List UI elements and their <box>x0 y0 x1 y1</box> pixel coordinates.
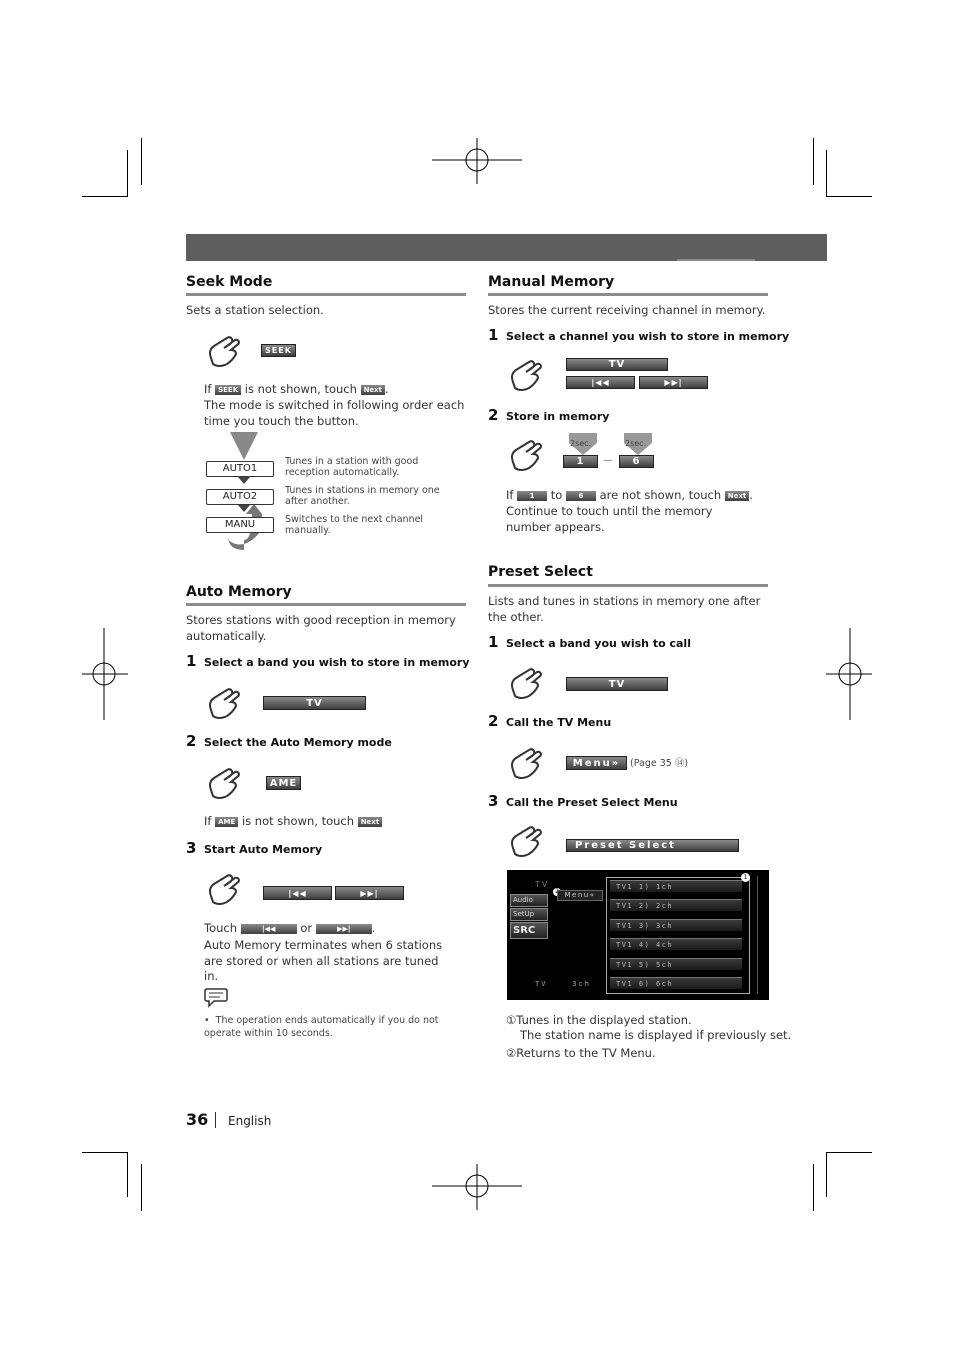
header-bar <box>186 234 827 261</box>
step-label: Select a band you wish to call <box>506 637 691 650</box>
hand-touch-icon <box>507 818 545 860</box>
screen-status: TV 3ch <box>535 980 591 988</box>
mode-auto2-desc: Tunes in stations in memory one after another. <box>285 485 440 507</box>
seek-prev-button[interactable]: |◀◀ <box>263 886 332 900</box>
page-number: 36 <box>186 1110 209 1129</box>
prev-inline-button[interactable]: |◀◀ <box>241 924 297 934</box>
tv-button[interactable]: TV <box>566 358 668 371</box>
section-rule <box>488 293 768 296</box>
note-icon <box>204 986 228 1008</box>
step-label: Select a band you wish to store in memory <box>204 656 470 669</box>
header-tab <box>677 259 755 261</box>
mode-auto2: AUTO2 <box>206 489 274 505</box>
screen-note-1: ①Tunes in the displayed station. <box>506 1013 692 1027</box>
screen-note-2: ②Returns to the TV Menu. <box>506 1046 656 1060</box>
hand-touch-icon <box>507 432 545 474</box>
hand-touch-icon <box>205 866 243 908</box>
preset-6-button[interactable]: 6 <box>619 455 654 468</box>
not-shown-text: are not shown, touch <box>599 488 722 502</box>
if-text: If <box>204 382 212 396</box>
hand-touch-icon <box>507 740 545 782</box>
mode-manu: MANU <box>206 517 274 533</box>
callout-1: 1 <box>741 873 750 882</box>
step-number: 1 <box>488 633 499 651</box>
seek-next-button[interactable]: ▶▶| <box>639 376 708 389</box>
seek-mode-desc: Sets a station selection. <box>186 303 324 317</box>
not-shown-text: is not shown, touch <box>244 382 357 396</box>
step-number: 1 <box>186 652 197 670</box>
tv-button[interactable]: TV <box>566 677 668 691</box>
not-shown-text: is not shown, touch <box>241 814 355 828</box>
screen-audio-button[interactable]: Audio <box>510 894 548 907</box>
hold-2sec-label: 2sec. <box>570 439 592 448</box>
next-seek-inline-button[interactable]: ▶▶| <box>316 924 372 934</box>
screen-preset-item[interactable]: TV1 6) 6ch <box>610 977 742 989</box>
hand-touch-icon <box>205 328 243 370</box>
seek-next-button[interactable]: ▶▶| <box>335 886 404 900</box>
preset-6-inline-button[interactable]: 6 <box>566 491 596 501</box>
seek-inline-button[interactable]: SEEK <box>215 385 241 395</box>
screen-note-1b: The station name is displayed if previously set. <box>520 1028 792 1042</box>
screen-band-label: TV <box>535 880 550 889</box>
step-number: 2 <box>488 712 499 730</box>
note-text: The operation ends automatically if you do not operate within 10 seconds. <box>204 1015 439 1039</box>
registration-mark-right <box>826 628 872 720</box>
screen-scrollbar[interactable] <box>757 876 758 994</box>
screen-src-button[interactable]: SRC <box>510 922 548 939</box>
registration-mark-bottom <box>432 1164 522 1210</box>
section-rule <box>186 293 466 296</box>
step-label: Call the Preset Select Menu <box>506 796 678 809</box>
step-label: Store in memory <box>506 410 610 423</box>
seek-switch-text: The mode is switched in following order each time you touch the button. <box>204 398 465 428</box>
hand-touch-icon <box>205 760 243 802</box>
section-rule <box>186 603 466 606</box>
step-number: 1 <box>488 326 499 344</box>
step-number: 3 <box>488 792 499 810</box>
screen-setup-button[interactable]: SetUp <box>510 908 548 921</box>
tv-button[interactable]: TV <box>263 696 366 710</box>
mode-manu-desc: Switches to the next channel manually. <box>285 514 424 536</box>
ame-if-line <box>204 814 382 830</box>
ame-inline-button[interactable]: AME <box>215 817 238 827</box>
footer-divider <box>215 1112 216 1128</box>
preset-select-desc: Lists and tunes in stations in memory one after the other. <box>488 594 761 624</box>
screen-menu-button[interactable]: Menu« <box>557 890 603 901</box>
manual-memory-title: Manual Memory <box>488 274 615 290</box>
next-inline-button[interactable]: Next <box>725 491 749 501</box>
next-inline-button[interactable]: Next <box>358 817 382 827</box>
manual-memory-desc: Stores the current receiving channel in memory. <box>488 303 766 317</box>
registration-mark-top <box>432 138 522 184</box>
screen-preset-item[interactable]: TV1 3) 3ch <box>610 919 742 931</box>
auto-memory-end-text: Auto Memory terminates when 6 stations are stored or when all stations are tuned in. <box>204 938 443 983</box>
menu-button[interactable]: Menu» <box>566 756 627 770</box>
screen-preset-item[interactable]: TV1 5) 5ch <box>610 958 742 970</box>
auto-memory-title: Auto Memory <box>186 584 292 600</box>
screen-preset-item[interactable]: TV1 1) 1ch <box>610 880 742 892</box>
step-number: 2 <box>186 732 197 750</box>
preset-select-button[interactable]: Preset Select <box>566 839 739 852</box>
next-inline-button[interactable]: Next <box>361 385 385 395</box>
hand-touch-icon <box>507 352 545 394</box>
section-rule <box>488 584 768 587</box>
if-text: If <box>506 488 514 502</box>
hand-touch-icon <box>507 660 545 702</box>
step-label: Call the TV Menu <box>506 716 612 729</box>
screen-preset-item[interactable]: TV1 2) 2ch <box>610 899 742 911</box>
range-dash: — <box>603 455 613 466</box>
footer-language: English <box>228 1114 272 1128</box>
step-label: Start Auto Memory <box>204 843 323 856</box>
note-item: • The operation ends automatically if you do not operate within 10 seconds. <box>204 1015 439 1039</box>
manual-if-line: If 1 to 6 are not shown, touch Next . <box>506 488 753 502</box>
preset-select-screen <box>507 870 769 1000</box>
step-label: Select the Auto Memory mode <box>204 736 392 749</box>
seek-prev-button[interactable]: |◀◀ <box>566 376 635 389</box>
page-reference: (Page 35 ⑭) <box>630 758 689 769</box>
step-number: 3 <box>186 839 197 857</box>
ame-button[interactable]: AME <box>266 776 301 790</box>
step-label: Select a channel you wish to store in memory <box>506 330 790 343</box>
seek-mode-title: Seek Mode <box>186 274 273 290</box>
preset-1-button[interactable]: 1 <box>563 455 598 468</box>
touch-line: Touch |◀◀ or ▶▶| . <box>204 921 376 935</box>
seek-button[interactable]: SEEK <box>261 344 296 357</box>
if-text: If <box>204 814 212 828</box>
touch-text: Touch <box>204 921 238 935</box>
to-text: to <box>550 488 563 502</box>
hand-touch-icon <box>205 680 243 722</box>
registration-mark-left <box>82 628 128 720</box>
hold-2sec-label: 2sec. <box>625 439 647 448</box>
mode-auto1-desc: Tunes in a station with good reception automatically. <box>285 456 419 478</box>
manual-continue-text: Continue to touch until the memory number appears. <box>506 504 713 534</box>
or-text: or <box>300 921 313 935</box>
mode-auto1: AUTO1 <box>206 461 274 477</box>
screen-preset-item[interactable]: TV1 4) 4ch <box>610 938 742 950</box>
auto-memory-desc: Stores stations with good reception in memory automatically. <box>186 613 456 643</box>
preset-1-inline-button[interactable]: 1 <box>517 491 547 501</box>
preset-select-title: Preset Select <box>488 564 593 580</box>
step-number: 2 <box>488 406 499 424</box>
seek-if-line: If SEEK is not shown, touch Next . <box>204 382 389 396</box>
